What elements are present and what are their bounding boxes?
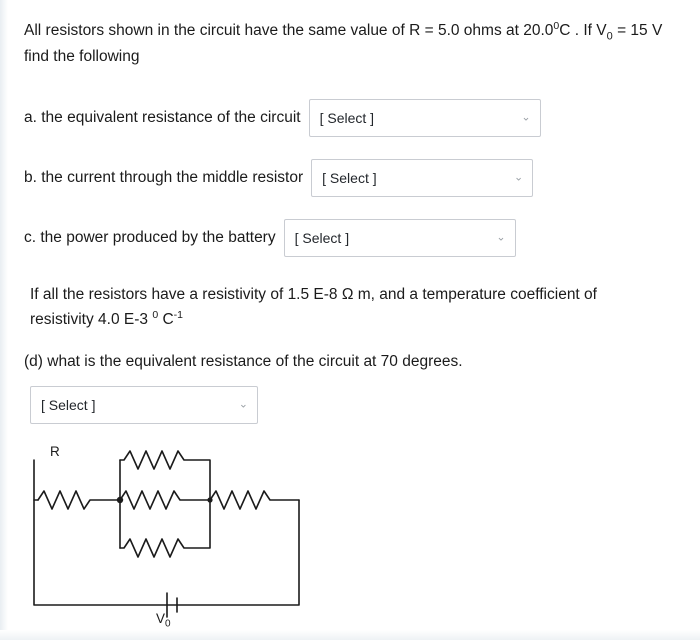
- page-edge-shadow-bottom: [0, 630, 700, 640]
- intro-text-part2: C . If V: [559, 22, 607, 40]
- chevron-down-icon: ⌄: [496, 231, 506, 244]
- select-answer-a-value: [ Select ]: [319, 110, 375, 127]
- question-b-label: b. the current through the middle resistor: [24, 169, 304, 187]
- question-row-c: [24, 219, 680, 257]
- select-answer-a[interactable]: [309, 99, 541, 137]
- question-row-d: [24, 386, 680, 424]
- chevron-down-icon: ⌄: [238, 398, 248, 411]
- intro-v-subscript: 0: [606, 30, 613, 43]
- question-a-label: a. the equivalent resistance of the circuit: [24, 109, 301, 127]
- resistivity-line2-part1: resistivity 4.0 E-3: [30, 311, 153, 329]
- select-answer-c[interactable]: [284, 219, 516, 257]
- resistivity-degree-superscript: 0: [152, 309, 159, 322]
- problem-statement: [24, 18, 680, 69]
- intro-text-part1: All resistors shown in the circuit have the same value of R = 5.0 ohms at 20.0: [24, 22, 554, 40]
- page-edge-shadow-left: [0, 0, 8, 640]
- resistivity-paragraph: [24, 283, 680, 332]
- resistor-label-r: R: [50, 444, 60, 459]
- voltage-source-label: $V_0$: [156, 611, 171, 630]
- question-c-label: c. the power produced by the battery: [24, 229, 276, 247]
- select-answer-b[interactable]: [311, 159, 533, 197]
- intro-degree-superscript: 0: [553, 20, 560, 32]
- chevron-down-icon: ⌄: [521, 111, 531, 124]
- resistivity-line1: If all the resistors have a resistivity of 1.5 E-8 Ω m, and a temperature coefficient of: [30, 286, 597, 304]
- select-answer-c-value: [ Select ]: [294, 230, 350, 247]
- select-answer-d[interactable]: [30, 386, 258, 424]
- resistivity-line2-part2: C: [158, 311, 174, 329]
- select-answer-b-value: [ Select ]: [322, 170, 377, 187]
- resistivity-exponent-superscript: -1: [173, 309, 183, 322]
- select-answer-d-value: [ Select ]: [41, 397, 96, 413]
- intro-text-part3: = 15 V find the following: [24, 22, 663, 66]
- question-d-label: (d) what is the equivalent resistance of the circuit at 70 degrees.: [24, 352, 463, 370]
- circuit-diagram: [24, 430, 334, 630]
- question-row-b: [24, 159, 680, 197]
- chevron-down-icon: ⌄: [513, 171, 524, 184]
- question-row-a: [24, 99, 680, 137]
- circuit-svg: [24, 430, 334, 630]
